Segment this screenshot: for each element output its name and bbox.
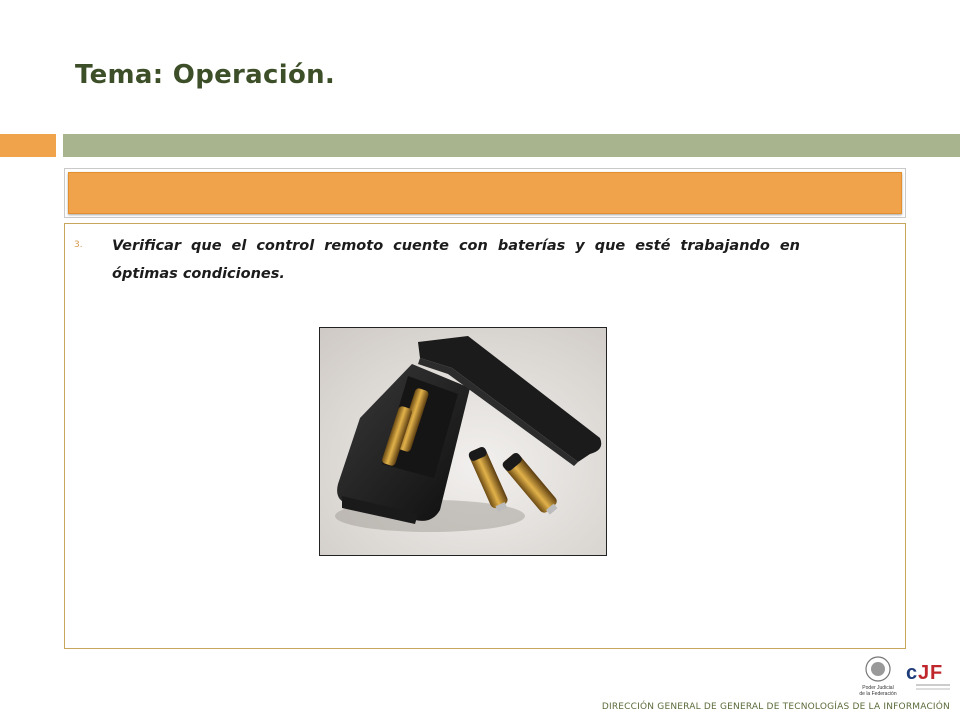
- svg-text:c: c: [906, 662, 918, 684]
- accent-bar-green: [63, 134, 960, 157]
- list-item-text: Verificar que el control remoto cuente con baterías y que esté trabajando en óptimas condiciones.: [112, 238, 800, 282]
- footer-text: DIRECCIÓN GENERAL DE GENERAL DE TECNOLOGÍAS DE LA INFORMACIÓN: [601, 702, 950, 712]
- svg-text:J: J: [918, 662, 930, 684]
- svg-text:Poder Judicial: Poder Judicial: [862, 685, 894, 691]
- remote-control-photo: [319, 327, 607, 556]
- cjf-logo: [904, 657, 950, 689]
- pjf-seal-logo: [859, 657, 896, 697]
- subtitle-banner-fill: [68, 172, 902, 214]
- svg-text:F: F: [930, 662, 943, 684]
- list-item-number: 3.: [74, 240, 83, 250]
- subtitle-banner: [64, 168, 906, 218]
- svg-text:de la Federación: de la Federación: [859, 691, 897, 697]
- accent-bar-orange: [0, 134, 56, 157]
- footer-logos: [856, 655, 956, 700]
- slide-title: Tema: Operación.: [75, 60, 336, 90]
